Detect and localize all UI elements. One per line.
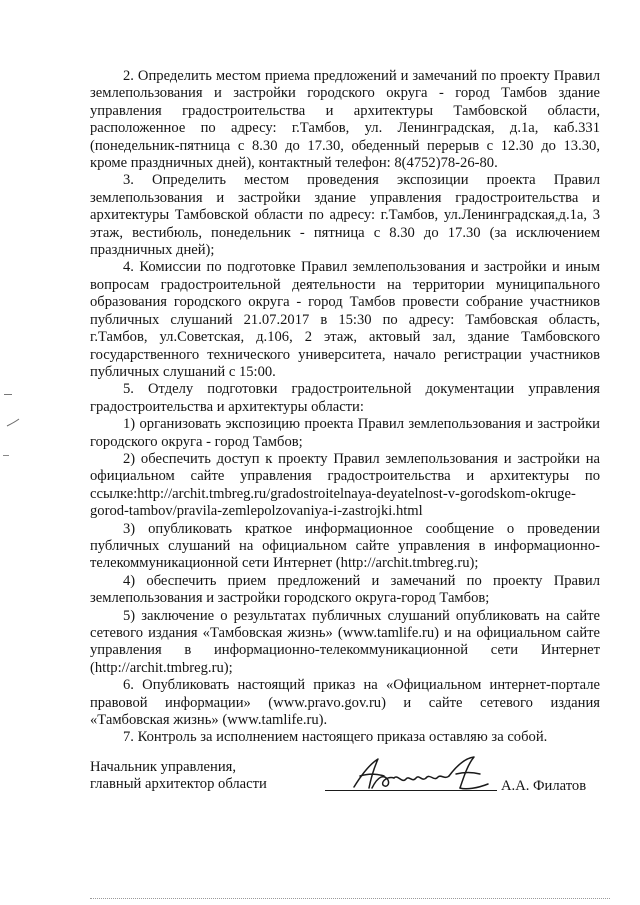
bottom-dotted-rule [90,898,610,899]
signer-position [90,759,267,793]
margin-dash-mark [3,455,9,456]
document-body [90,68,600,747]
subitem-5-5: 5) заключение о результатах публичных слушаний опубликовать на сайте сетевого издания «Тамбовская жизнь» (www.tamlife.ru) и на официальном сайте управления в информационно-телекоммуникационной сети Интернет (http://archit.tmbreg.ru); [90,607,600,676]
paragraph-item-3: 3. Определить местом проведения экспозиции проекта Правил землепользования и застройки здание управления градостроительства и архитектуры Тамбовской области по адресу: г.Тамбов, ул.Ленинградская,д.1а, 3 этаж, вестибюль, понедельник - пятница с 8.30 до 17.30 (за исключением праздничных дней); [90,172,600,259]
paragraph-item-5: 5. Отделу подготовки градостроительной документации управления градостроительства и архитектуры области: [90,381,600,415]
signer-position-line1: Начальник управления, [90,759,236,775]
handwritten-signature-icon [348,754,498,796]
margin-dash-mark [4,394,12,395]
subitem-5-1: 1) организовать экспозицию проекта Правил землепользования и застройки городского округа - город Тамбов; [90,416,600,450]
signature-block [90,759,600,805]
signer-name: А.А. Филатов [501,778,587,794]
subitem-5-2: 2) обеспечить доступ к проекту Правил землепользования и застройки на официальном сайте управления градостроительства и архитектуры по ссылке:http://archit.tmbreg.ru/gradostroitelnaya-deyatelnost-v-gorodskom-okruge-gorod-tambov/pravila-zemlepolzovaniya-i-zastrojki.html [90,450,600,520]
signer-position-line2: главный архитектор области [90,776,267,792]
margin-tick-icon [6,418,20,428]
paragraph-item-4: 4. Комиссии по подготовке Правил землепользования и застройки и иным вопросам градостроительной деятельности на территории муниципального образования городского округа - город Тамбов провести собрание участников публичных слушаний 21.07.2017 в 15:30 по адресу: Тамбовская область, г.Тамбов, ул.Советская, д.106, 2 этаж, актовый зал, здание Тамбовского государственного технического университета, начало регистрации участников публичных слушаний с 15:00. [90,259,600,380]
subitem-5-4: 4) обеспечить прием предложений и замечаний по проекту Правил землепользования и застройки городского округа-город Тамбов; [90,572,600,607]
paragraph-item-2: 2. Определить местом приема предложений и замечаний по проекту Правил землепользования и застройки городского округа - город Тамбов здание управления градостроительства и архитектуры Тамбовской области, расположенное по адресу: г.Тамбов, ул. Ленинградская, д.1а, каб.331 (понедельник-пятница с 8.30 до 17.30, обеденный перерыв с 12.30 до 13.30, кроме праздничных дней), контактный телефон: 8(4752)78-26-80. [90,68,600,172]
subitem-5-3: 3) опубликовать краткое информационное сообщение о проведении публичных слушаний на официальном сайте управления в информационно-телекоммуникационной сети Интернет (http://archit.tmbreg.ru); [90,520,600,572]
paragraph-item-7: 7. Контроль за исполнением настоящего приказа оставляю за собой. [123,729,548,746]
paragraph-item-6: 6. Опубликовать настоящий приказ на «Официальном интернет-портале правовой информации» (www.pravo.gov.ru) и сайте сетевого издания «Тамбовская жизнь» (www.tamlife.ru). [90,677,600,729]
